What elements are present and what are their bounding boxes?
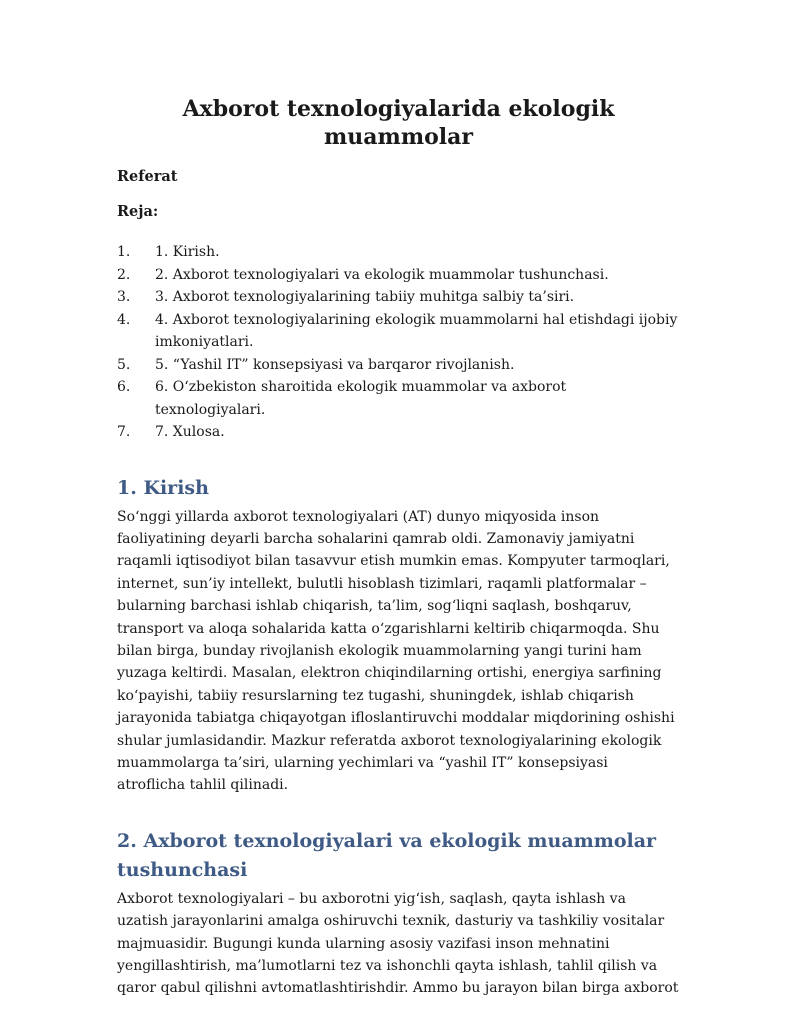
- section-heading-kirish: 1. Kirish: [117, 476, 209, 499]
- plan-item-number: 2.: [117, 266, 131, 283]
- plan-item-text: 2. Axborot texnologiyalari va ekologik muammolar tushunchasi.: [155, 266, 609, 283]
- plan-item-text: 6. O‘zbekiston sharoitida ekologik muammolar va axborot texnologiyalari.: [155, 379, 567, 418]
- plan-item: [117, 309, 680, 354]
- plan-item-text: 7. Xulosa.: [155, 424, 225, 440]
- plan-item-number: 3.: [117, 289, 131, 305]
- plan-item-number: 4.: [117, 311, 131, 328]
- plan-item-text: 4. Axborot texnologiyalarining ekologik muammolarni hal etishdagi ijobiy imkoniyatlari.: [155, 311, 678, 350]
- plan-item-text: 5. “Yashil IT” konsepsiyasi va barqaror rivojlanish.: [155, 356, 515, 373]
- section-paragraph-kirish: So‘nggi yillarda axborot texnologiyalari (AT) dunyo miqyosida inson faoliyatining deyarli barcha sohalarini qamrab oldi. Zamonaviy jamiyatni raqamli iqtisodiyot bilan tasavvur etish mumkin emas. Kompyuter tarmoqlari, internet, sun’iy intellekt, bulutli hisoblash tizimlari, raqamli platformalar – bularning barchasi ishlab chiqarish, ta’lim, sog‘liqni saqlash, boshqaruv, transport va aloqa sohalarida katta o‘zgarishlarni keltirib chiqarmoqda. Shu bilan birga, bunday rivojlanish ekologik muammolarning yangi turini ham yuzaga keltirdi. Masalan, elektron chiqindilarning ortishi, energiya sarfining ko‘payishi, tabiiy resurslarning tez tugashi, shuningdek, ishlab chiqarish jarayonida tabiatga chiqayotgan ifloslantiruvchi moddalar miqdorining oshishi shular jumlasidandir. Mazkur referatda axborot texnologiyalarining ekologik muammolarga ta’siri, ularning yechimlari va “yashil IT” konsepsiyasi atroflicha tahlil qilinadi.: [117, 508, 675, 794]
- referat-label: Referat: [117, 168, 178, 185]
- plan-item-number: 5.: [117, 356, 131, 373]
- plan-item-text: 3. Axborot texnologiyalarining tabiiy muhitga salbiy ta’siri.: [155, 289, 575, 305]
- plan-list: [117, 241, 680, 444]
- plan-item: [117, 376, 680, 421]
- reja-label: Reja:: [117, 203, 159, 220]
- plan-item-number: 1.: [117, 244, 131, 260]
- plan-item: [117, 354, 680, 377]
- plan-item-number: 7.: [117, 424, 131, 440]
- plan-item: [117, 286, 680, 309]
- plan-item: [117, 241, 680, 264]
- section-heading-tushuncha: 2. Axborot texnologiyalari va ekologik muammolar tushunchasi: [117, 829, 657, 881]
- section-paragraph-tushuncha: Axborot texnologiyalari – bu axborotni yig‘ish, saqlash, qayta ishlash va uzatish jarayonlarini amalga oshiruvchi texnik, dasturiy va tashkiliy vositalar majmuasidir. Bugungi kunda ularning asosiy vazifasi inson mehnatini yengillashtirish, ma’lumotlarni tez va ishonchli qayta ishlash, tahlil qilish va qaror qabul qilishni avtomatlashtirishdir. Ammo bu jarayon bilan birga axborot: [117, 890, 679, 997]
- plan-item: [117, 421, 680, 444]
- plan-item: [117, 264, 680, 287]
- plan-item-text: 1. Kirish.: [155, 244, 220, 260]
- plan-item-number: 6.: [117, 379, 131, 395]
- document-title: Axborot texnologiyalarida ekologik muammolar: [182, 96, 615, 150]
